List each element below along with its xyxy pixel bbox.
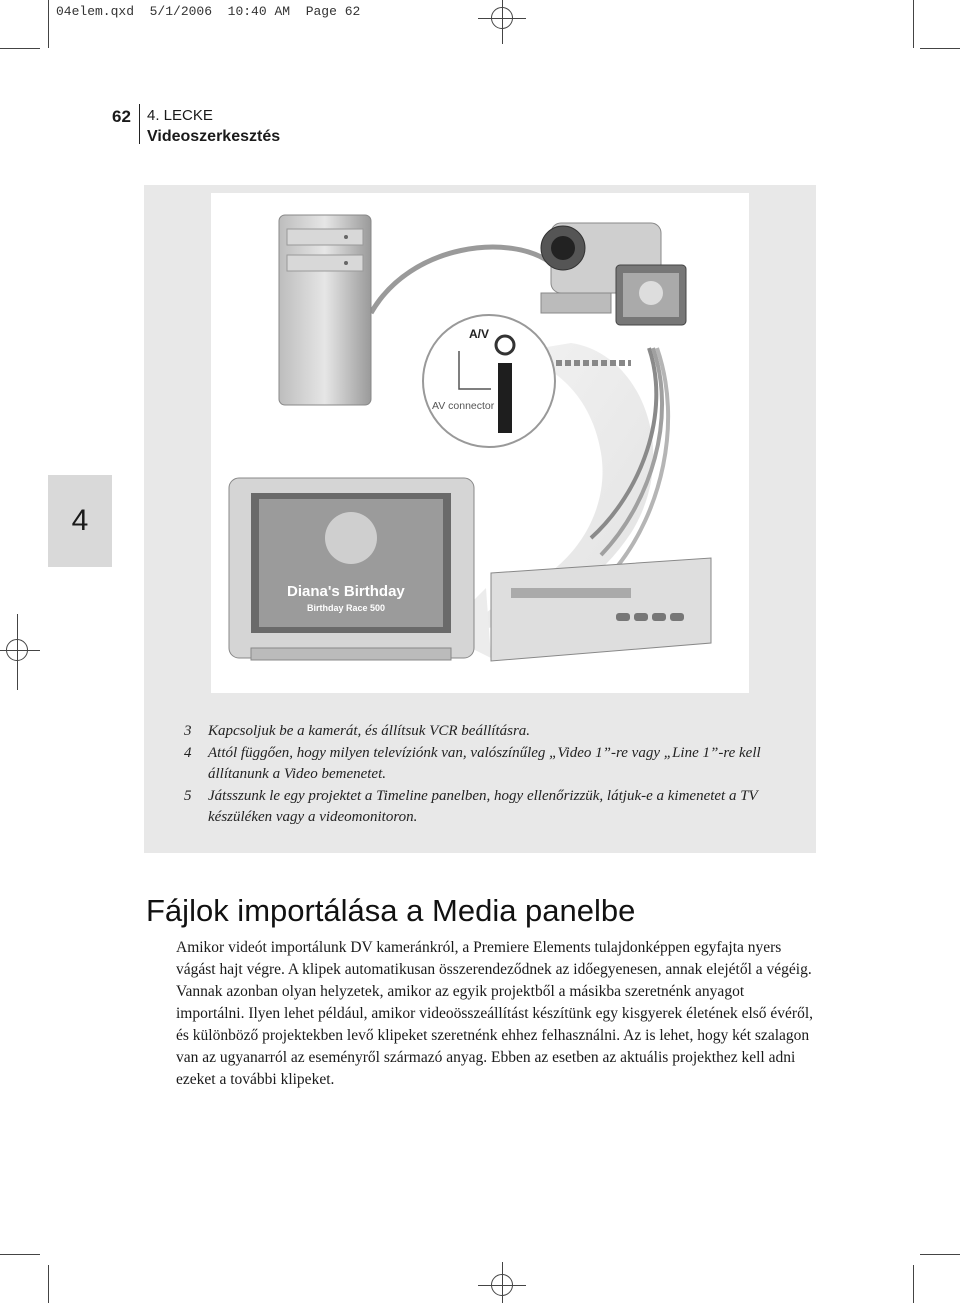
computer-tower-icon [279,215,371,405]
vcr-icon [491,558,711,661]
slug-date: 5/1/2006 [149,4,213,19]
registration-line [502,0,503,44]
step-text: Attól függően, hogy milyen televíziónk van, valószínűleg „Video 1”-re vagy „Line 1”-re kell állítanunk a Video bemenetet. [208,744,761,782]
tv-subtitle: Birthday Race 500 [307,603,386,613]
slug-file: 04elem.qxd [56,4,135,19]
registration-line [17,614,18,690]
crop-mark [913,1265,914,1303]
step-number: 4 [184,744,192,761]
step-text: Játsszunk le egy projektet a Timeline panelben, hogy ellenőrizzük, látjuk-e a kimenetet a TV készüléken vagy a videomonitoron. [208,787,758,825]
slug-time: 10:40 AM [227,4,291,19]
registration-line [478,1285,526,1286]
av-label: A/V [469,327,490,341]
plug-icon [498,363,512,433]
step-number: 5 [184,787,192,804]
crop-mark [920,1254,960,1255]
registration-line [478,18,526,19]
registration-line [502,1262,503,1303]
step-list [184,721,804,829]
crop-mark [920,48,960,49]
connection-diagram [211,193,749,693]
step-item [184,743,804,786]
step-item [184,786,804,829]
header-rule [139,104,140,144]
tv-title: Diana's Birthday [287,583,405,600]
crop-mark [48,0,49,48]
chapter-tab: 4 [48,475,112,567]
figure-box [144,185,816,853]
step-item [184,721,804,743]
registration-line [0,650,40,651]
crop-mark [913,0,914,48]
print-slug [56,4,360,19]
section-title: Fájlok importálása a Media panelbe [146,893,636,928]
crop-mark [0,48,40,49]
step-number: 3 [184,723,192,739]
cable [371,247,551,313]
page-number: 62 [112,107,131,126]
crop-mark [0,1254,40,1255]
lesson-title: Videoszerkesztés [147,128,281,145]
body-paragraph: Amikor videót importálunk DV kameránkról, a Premiere Elements tulajdonképpen egyfajta nyers vágást hajt végre. A klipek automatikusan összerendeződnek az időegyenesen, annak elejétől a végéig. Vannak azonban olyan helyzetek, amikor az egyik projektből a másikba szeretnénk anyagot importálni. Ilyen lehet például, amikor videoösszeállítást készítünk egy kisgyerek életének első évéről, és különböző projektekben levő klipeket szeretnénk ehhez felhasználni. Az is lehet, hogy két szalagon van az ugyanarról az eseményről származó anyag. Ebben az esetben az aktuális projekthez kell adni ezeket a további klipeket. [176,939,814,1088]
crop-mark [48,1265,49,1303]
connector-label: AV connector [432,400,495,412]
camcorder-icon [541,223,686,325]
television-icon [229,478,474,660]
slug-page: Page 62 [305,4,361,19]
figure-illustration [211,193,749,693]
lesson-label: 4. LECKE [147,107,213,124]
step-text: Kapcsoljuk be a kamerát, és állítsuk VCR beállításra. [208,723,531,739]
